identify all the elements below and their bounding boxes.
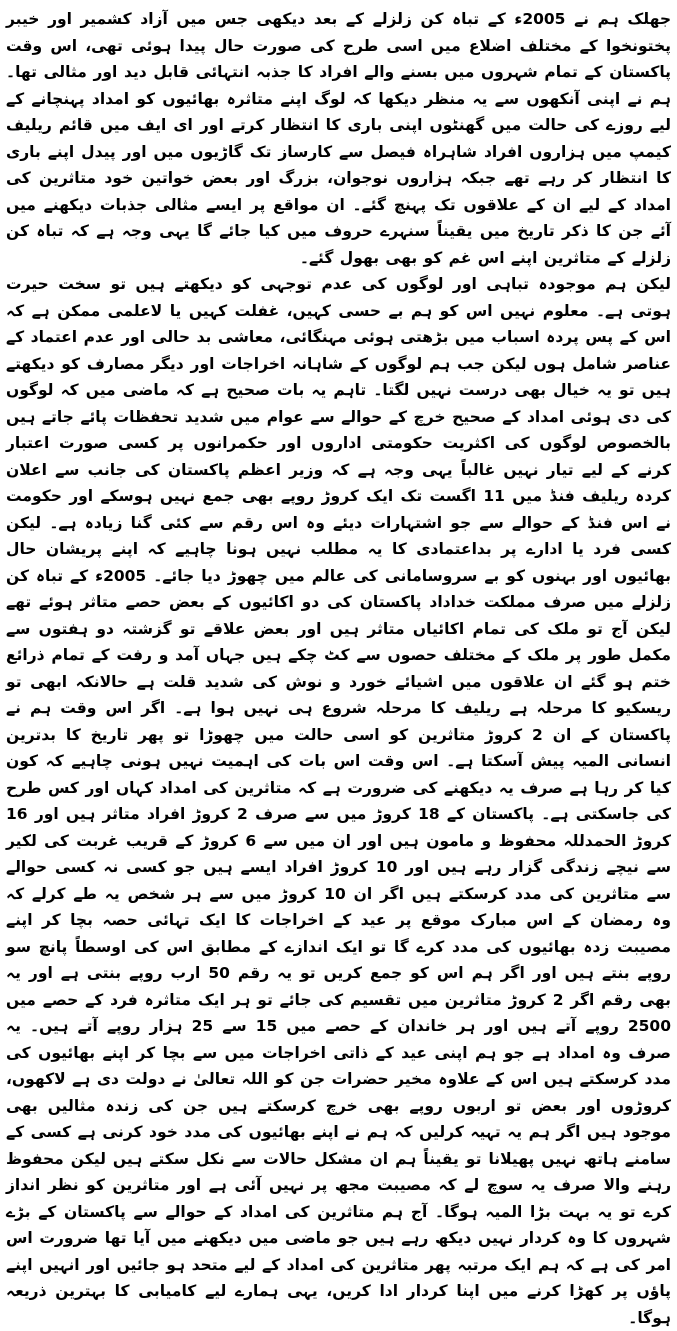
article-paragraph-1: جھلک ہم نے 2005ء کے تباہ کن زلزلے کے بعد دیکھی جس میں آزاد کشمیر اور خیبر پختونخوا کے مختلف اضلاع میں اسی طرح کی صورت حال پیدا ہوئی تھی، اس وقت پاکستان کے تمام شہروں میں بسنے والے افراد کا جذبہ انتہائی قابل دید اور مثالی تھا۔ ہم نے اپنی آنکھوں سے یہ منظر دیکھا کہ لوگ اپنے متاثرہ بھائیوں کو امداد پہنچانے کے لیے روزے کی حالت میں گھنٹوں اپنی باری کا انتظار کرتے اور ای ایف میں قائم ریلیف کیمپ میں ہزاروں افراد شاہراہ فیصل سے کارساز تک گاڑیوں میں اور پیدل اپنے باری کا انتظار کر رہے تھے جبکہ ہزاروں نوجوان، بزرگ اور بعض خواتین خود متاثرین کی امداد کے لیے ان کے علاقوں تک پہنچ گئے۔ ان مواقع پر ایسے مثالی جذبات دیکھنے میں آئے جن کا ذکر تاریخ میں یقیناً سنہرے حروف میں کیا جائے گا یہی وجہ ہے کہ تباہ کن زلزلے کے متاثرین اپنے اس غم کو بھی بھول گئے۔ [6,10,671,267]
article-paragraph-2: لیکن ہم موجودہ تباہی اور لوگوں کی عدم توجہی کو دیکھتے ہیں تو سخت حیرت ہوتی ہے۔ معلوم نہیں اس کو ہم بے حسی کہیں، غفلت کہیں یا لاعلمی ممکن ہے کہ اس کے پس پردہ اسباب میں بڑھتی ہوئی مہنگائی، معاشی بد حالی اور عدم اعتماد کے عناصر شامل ہوں لیکن جب ہم لوگوں کے شاہانہ اخراجات اور دیگر مصارف کو دیکھتے ہیں تو یہ خیال بھی درست نہیں لگتا۔ تاہم یہ بات صحیح ہے کہ ماضی میں کہ لوگوں کی دی ہوئی امداد کے صحیح خرچ کے حوالے سے عوام میں شدید تحفظات پائے جاتے ہیں بالخصوص لوگوں کی اکثریت حکومتی اداروں اور حکمرانوں پر کسی صورت اعتبار کرنے کے لیے تیار نہیں غالباً یہی وجہ ہے کہ وزیر اعظم پاکستان کی جانب سے اعلان کردہ ریلیف فنڈ میں 11 اگست تک ایک کروڑ روپے بھی جمع نہیں ہوسکے اور حکومت نے اس فنڈ کے حوالے سے جو اشتہارات دیئے وہ اس رقم سے کئی گنا زیادہ ہے۔ لیکن کسی فرد یا ادارے پر بداعتمادی کا یہ مطلب نہیں ہونا چاہیے کہ اپنے پریشان حال بھائیوں اور بہنوں کو بے سروسامانی کی عالم میں چھوڑ دیا جائے۔ 2005ء کے تباہ کن زلزلے میں صرف مملکت خداداد پاکستان کی دو اکائیوں کے بعض حصے متاثر ہوئے تھے لیکن آج تو ملک کی تمام اکائیاں متاثر ہیں اور بعض علاقے تو گزشتہ دو ہفتوں سے مکمل طور پر ملک کے مختلف حصوں سے کٹ چکے ہیں جہاں آمد و رفت کے تمام ذرائع ختم ہو گئے ان علاقوں میں اشیائے خورد و نوش کی شدید قلت ہے حالانکہ ابھی تو ریسکیو کا مرحلہ ہے ریلیف کا مرحلہ شروع ہی نہیں ہوا ہے۔ اگر اس وقت ہم نے پاکستان کے ان 2 کروڑ متاثرین کو اسی حالت میں چھوڑا تو پھر تاریخ کا بدترین انسانی المیہ پیش آسکتا ہے۔ اس وقت اس بات کی اہمیت نہیں ہونی چاہیے کہ کون کیا کر رہا ہے صرف یہ دیکھنے کی ضرورت ہے کہ متاثرین کی امداد کہاں اور کس طرح کی جاسکتی ہے۔ پاکستان کے 18 کروڑ میں سے صرف 2 کروڑ افراد متاثر ہیں اور 16 کروڑ الحمدللہ محفوظ و مامون ہیں اور ان میں سے 6 کروڑ کے قریب غربت کی لکیر سے نیچے زندگی گزار رہے ہیں اور 10 کروڑ افراد ایسے ہیں جو کسی نہ کسی حوالے سے متاثرین کی مدد کرسکتے ہیں اگر ان 10 کروڑ میں سے ہر شخص یہ طے کرلے کہ وہ رمضان کے اس مبارک موقع پر عید کے اخراجات کا ایک تہائی حصہ بچا کر اپنے مصیبت زدہ بھائیوں کی مدد کرے گا تو ایک اندازے کے مطابق اس کی اوسطاً پانچ سو روپے بنتے ہیں اور اگر ہم اس کو جمع کریں تو یہ رقم 50 ارب روپے بنتی ہے اور یہ بھی رقم اگر 2 کروڑ متاثرین میں تقسیم کی جائے تو ہر ایک متاثرہ فرد کے حصے میں 2500 روپے آتے ہیں اور ہر خاندان کے حصے میں 15 سے 25 ہزار روپے آتے ہیں۔ یہ صرف وہ امداد ہے جو ہم اپنی عید کے ذاتی اخراجات میں سے بچا کر اپنے بھائیوں کی مدد کرسکتے ہیں اس کے علاوہ مخیر حضرات جن کو اللہ تعالیٰ نے دولت دی ہے لاکھوں، کروڑوں اور بعض تو اربوں روپے بھی خرچ کرسکتے ہیں جن کی زندہ مثالیں بھی موجود ہیں اگر ہم یہ تہیہ کرلیں کہ ہم نے اپنے بھائیوں کی مدد خود کرنی ہے کسی کے سامنے ہاتھ نہیں پھیلانا تو یقیناً ہم ان مشکل حالات سے نکل سکتے ہیں لیکن محفوظ رہنے والا صرف یہ سوچ لے کہ مصیبت مجھ پر نہیں آئی ہے اور متاثرین کو نظر انداز کرے تو یہ بہت بڑا المیہ ہوگا۔ آج ہم متاثرین کی امداد کے حوالے سے پاکستان کے بڑے شہروں کا وہ کردار نہیں دیکھ رہے ہیں جو ماضی میں دیکھنے میں آیا تھا ضرورت اس امر کی ہے کہ ہم ایک مرتبہ پھر متاثرین کی امداد کے لیے متحد ہو جائیں اور انہیں اپنے پاؤں پر کھڑا کرنے میں اپنا کردار ادا کریں، یہی ہمارے لیے کامیابی کا بہترین ذریعہ ہوگا۔ [6,275,671,1327]
